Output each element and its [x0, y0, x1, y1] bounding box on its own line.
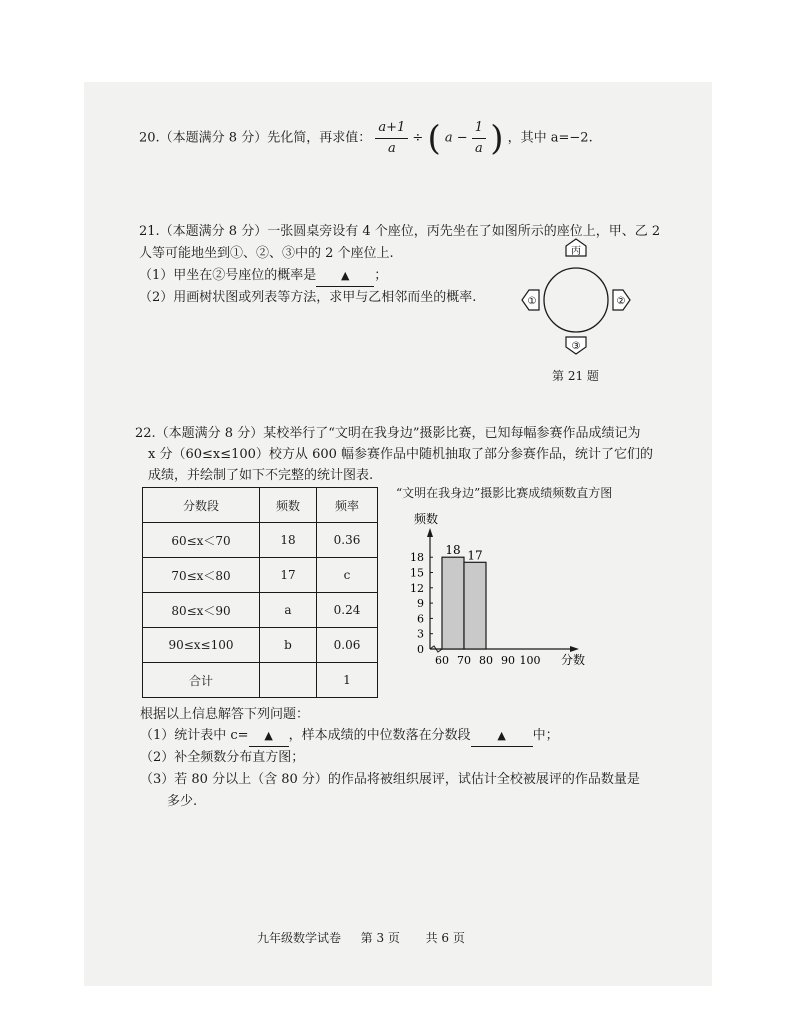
table-cell: 合计 — [143, 663, 260, 698]
table-cell: 70≤x＜80 — [143, 558, 260, 593]
q22-sub-1 — [140, 726, 559, 747]
q22-line-3: 成绩，并绘制了如下不完整的统计图表. — [148, 468, 374, 483]
frequency-histogram — [396, 504, 596, 674]
q21-sub1-text: （1）甲坐在②号座位的概率是 — [139, 268, 317, 283]
y-axis-label: 频数 — [414, 512, 439, 526]
q22-after-table: 根据以上信息解答下列问题： — [140, 707, 310, 722]
q22-line-1: 22.（本题满分 8 分）某校举行了“文明在我身边”摄影比赛，已知每幅参赛作品成绩记为 — [135, 426, 641, 441]
q22-sub1-a: （1）统计表中 c= — [140, 728, 249, 743]
y-axis-arrow — [427, 528, 433, 537]
q20-paren-right: ) — [490, 118, 504, 159]
seat-top-label: 丙 — [571, 246, 581, 257]
seat-bottom-label: ③ — [571, 341, 581, 352]
table-cell: 18 — [260, 523, 317, 558]
x-tick-label: 70 — [457, 654, 471, 667]
x-axis-arrow — [570, 646, 579, 652]
header-score-range: 分数段 — [143, 488, 260, 523]
table-cell: 1 — [317, 663, 378, 698]
q20-prefix: 20.（本题满分 8 分）先化简，再求值： — [139, 130, 372, 146]
q20-paren-left: ( — [427, 118, 441, 159]
table-row — [143, 593, 378, 628]
table-cell: a — [260, 593, 317, 628]
x-tick-label: 60 — [435, 654, 449, 667]
round-table-circle — [544, 268, 608, 332]
y-tick-label: 9 — [417, 597, 424, 611]
q22-sub1-c: 中； — [532, 728, 559, 743]
table-cell: 80≤x＜90 — [143, 593, 260, 628]
y-tick-label: 18 — [410, 551, 424, 565]
q21-line-1: 21.（本题满分 8 分）一张圆桌旁设有 4 个座位，丙先坐在了如图所示的座位上，甲、乙 2 — [139, 224, 661, 239]
question-20 — [139, 118, 593, 159]
page-footer — [257, 929, 465, 946]
q21-sub1-end: ； — [374, 268, 388, 283]
y-tick-label: 12 — [410, 581, 424, 595]
q20-frac2-denominator: a — [475, 141, 483, 156]
y-tick-label: 0 — [417, 643, 424, 656]
table-cell: c — [317, 558, 378, 593]
q20-frac2-numerator: 1 — [472, 118, 486, 139]
x-tick-label: 100 — [519, 654, 541, 667]
q20-suffix: ，其中 a=−2. — [507, 130, 593, 146]
table-cell: 0.24 — [317, 593, 378, 628]
q22-blank-c: ▲ — [249, 726, 289, 747]
q20-divide-sign: ÷ — [412, 130, 424, 146]
y-tick-label: 15 — [410, 566, 424, 580]
header-frequency: 频数 — [260, 488, 317, 523]
table-row — [143, 523, 378, 558]
table-cell: b — [260, 628, 317, 663]
q22-line-2: x 分（60≤x≤100）校方从 600 幅参赛作品中随机抽取了部分参赛作品，统计了它们的 — [148, 447, 654, 462]
seat-left-label: ① — [527, 296, 537, 307]
q20-fraction-1 — [375, 118, 408, 159]
table-total-row — [143, 663, 378, 698]
x-tick-label: 80 — [479, 654, 493, 667]
table-cell: 0.06 — [317, 628, 378, 663]
q22-sub-2: （2）补全频数分布直方图； — [140, 750, 305, 765]
q21-sub-1 — [139, 266, 387, 287]
footer-subject: 九年级数学试卷 — [257, 931, 342, 945]
round-table-figure — [510, 236, 642, 364]
table-cell: 17 — [260, 558, 317, 593]
q22-blank-median-range: ▲ — [471, 726, 533, 747]
histogram-title: “文明在我身边”摄影比赛成绩频数直方图 — [396, 486, 613, 500]
table-cell — [260, 663, 317, 698]
seat-right-label: ② — [616, 296, 626, 307]
histogram-bar — [442, 557, 464, 649]
q20-a-minus: a − — [444, 130, 468, 146]
q21-answer-blank: ▲ — [316, 266, 374, 287]
table-cell: 60≤x＜70 — [143, 523, 260, 558]
q21-line-2: 人等可能地坐到①、②、③中的 2 个座位上. — [139, 246, 394, 261]
bar-data-label: 18 — [445, 543, 461, 558]
q20-frac1-numerator: a+1 — [375, 118, 408, 139]
figure-21-caption: 第 21 题 — [552, 369, 599, 383]
y-tick-label: 6 — [417, 612, 424, 626]
table-cell: 0.36 — [317, 523, 378, 558]
x-axis-label: 分数 — [561, 653, 586, 667]
x-tick-label: 90 — [501, 654, 515, 667]
bar-data-label: 17 — [467, 548, 483, 563]
q20-frac1-denominator: a — [387, 141, 396, 156]
header-rate: 频率 — [317, 488, 378, 523]
footer-total: 共 6 页 — [425, 931, 465, 945]
frequency-table — [142, 487, 378, 698]
table-row — [143, 628, 378, 663]
table-header-row — [143, 488, 378, 523]
q21-sub-2: （2）用画树状图或列表等方法，求甲与乙相邻而坐的概率. — [139, 290, 477, 305]
y-tick-label: 3 — [417, 627, 424, 641]
q22-sub-3b: 多少. — [167, 794, 198, 809]
q22-sub1-b: ，样本成绩的中位数落在分数段 — [288, 728, 471, 743]
q20-fraction-2 — [472, 118, 486, 159]
q22-sub-3a: （3）若 80 分以上（含 80 分）的作品将被组织展评，试估计全校被展评的作品数量是 — [140, 772, 640, 787]
footer-page: 第 3 页 — [360, 931, 400, 945]
table-cell: 90≤x≤100 — [143, 628, 260, 663]
histogram-bar — [464, 562, 486, 649]
table-row — [143, 558, 378, 593]
